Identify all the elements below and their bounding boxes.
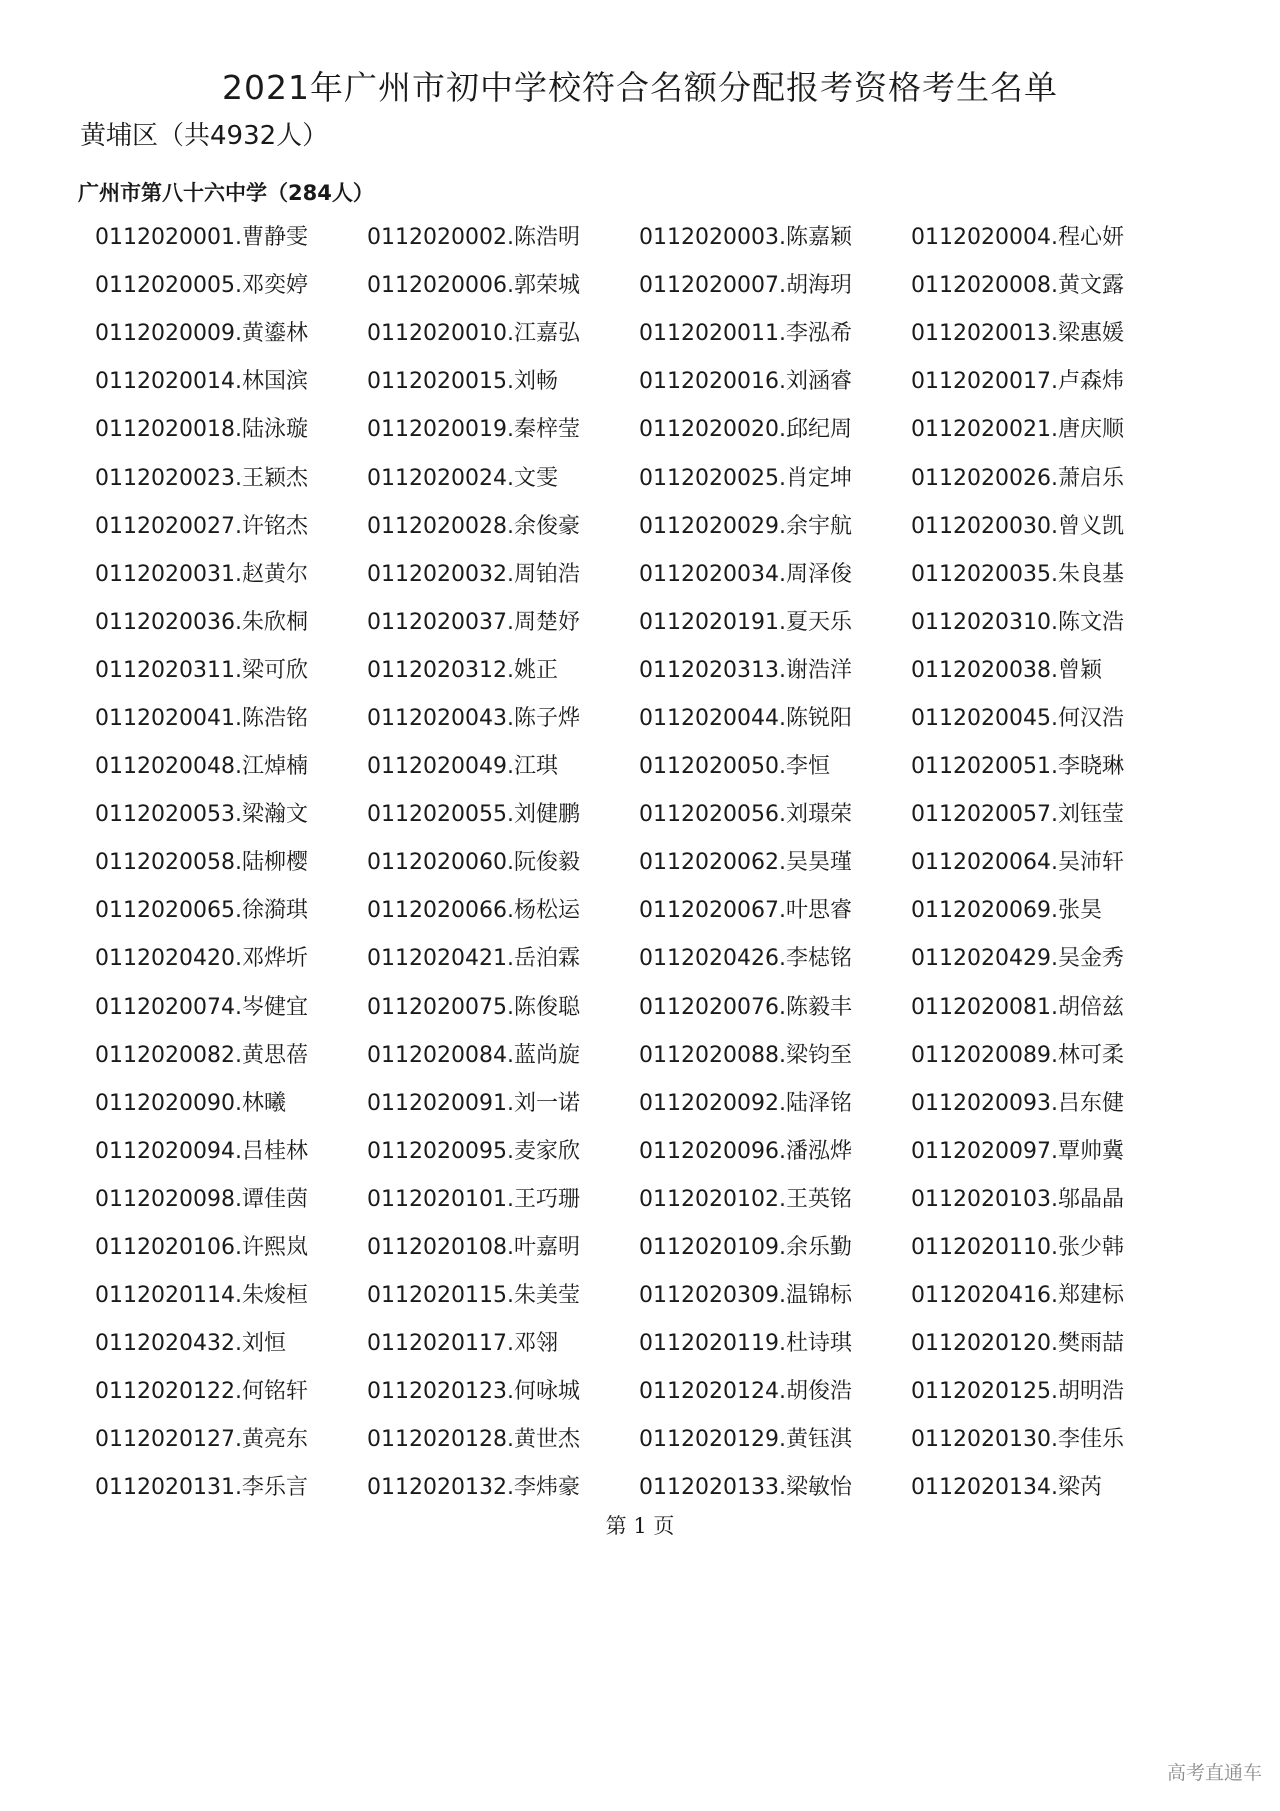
student-entry: 0112020064.吴沛轩: [911, 850, 1124, 876]
student-entry: 0112020002.陈浩明: [367, 225, 580, 251]
student-entry: 0112020429.吴金秀: [911, 946, 1124, 972]
student-entry: 0112020082.黄思蓓: [95, 1042, 308, 1068]
student-entry: 0112020134.梁芮: [911, 1475, 1102, 1501]
student-entry: 0112020310.陈文浩: [911, 609, 1124, 635]
student-entry: 0112020088.梁钧至: [639, 1042, 852, 1068]
student-entry: 0112020076.陈毅丰: [639, 994, 852, 1020]
student-entry: 0112020037.周楚妤: [367, 609, 580, 635]
student-entry: 0112020024.文雯: [367, 465, 558, 491]
student-entry: 0112020074.岑健宜: [95, 994, 308, 1020]
student-entry: 0112020050.李恒: [639, 754, 830, 780]
student-entry: 0112020103.邬晶晶: [911, 1186, 1124, 1212]
student-entry: 0112020014.林国滨: [95, 369, 308, 395]
student-entry: 0112020420.邓烨圻: [95, 946, 308, 972]
student-entry: 0112020066.杨松运: [367, 898, 580, 924]
student-entry: 0112020122.何铭轩: [95, 1379, 308, 1405]
student-entry: 0112020120.樊雨喆: [911, 1331, 1124, 1357]
student-entry: 0112020018.陆泳璇: [95, 417, 308, 443]
student-entry: 0112020095.麦家欣: [367, 1138, 580, 1164]
student-entry: 0112020006.郭荣城: [367, 273, 580, 299]
student-entry: 0112020311.梁可欣: [95, 657, 308, 683]
student-entry: 0112020055.刘健鹏: [367, 802, 580, 828]
student-entry: 0112020128.黄世杰: [367, 1427, 580, 1453]
student-entry: 0112020058.陆柳樱: [95, 850, 308, 876]
student-entry: 0112020432.刘恒: [95, 1331, 286, 1357]
student-entry: 0112020056.刘璟荣: [639, 802, 852, 828]
student-entry: 0112020132.李炜豪: [367, 1475, 580, 1501]
student-entry: 0112020075.陈俊聪: [367, 994, 580, 1020]
student-entry: 0112020001.曹静雯: [95, 225, 308, 251]
student-entry: 0112020034.周泽俊: [639, 561, 852, 587]
student-entry: 0112020084.蓝尚旋: [367, 1042, 580, 1068]
student-entry: 0112020129.黄钰淇: [639, 1427, 852, 1453]
student-entry: 0112020019.秦梓莹: [367, 417, 580, 443]
student-entry: 0112020008.黄文露: [911, 273, 1124, 299]
student-entry: 0112020131.李乐言: [95, 1475, 308, 1501]
student-entry: 0112020309.温锦标: [639, 1283, 852, 1309]
school-heading: 广州市第八十六中学（284人）: [78, 181, 374, 205]
student-entry: 0112020108.叶嘉明: [367, 1235, 580, 1261]
student-entry: 0112020096.潘泓烨: [639, 1138, 852, 1164]
student-entry: 0112020130.李佳乐: [911, 1427, 1124, 1453]
student-entry: 0112020416.郑建标: [911, 1283, 1124, 1309]
student-entry: 0112020119.杜诗琪: [639, 1331, 852, 1357]
student-entry: 0112020062.吴昊瑾: [639, 850, 852, 876]
student-entry: 0112020038.曾颖: [911, 657, 1102, 683]
student-entry: 0112020004.程心妍: [911, 225, 1124, 251]
student-entry: 0112020016.刘涵睿: [639, 369, 852, 395]
student-entry: 0112020013.梁惠媛: [911, 321, 1124, 347]
student-entry: 0112020026.萧启乐: [911, 465, 1124, 491]
student-entry: 0112020093.吕东健: [911, 1090, 1124, 1116]
student-entry: 0112020069.张昊: [911, 898, 1102, 924]
student-entry: 0112020005.邓奕婷: [95, 273, 308, 299]
student-entry: 0112020115.朱美莹: [367, 1283, 580, 1309]
student-entry: 0112020049.江琪: [367, 754, 558, 780]
student-entry: 0112020031.赵黄尔: [95, 561, 308, 587]
student-entry: 0112020133.梁敏怡: [639, 1475, 852, 1501]
student-entry: 0112020011.李泓希: [639, 321, 852, 347]
student-entry: 0112020097.覃帅冀: [911, 1138, 1124, 1164]
student-entry: 0112020048.江焯楠: [95, 754, 308, 780]
student-entry: 0112020030.曾义凯: [911, 513, 1124, 539]
student-entry: 0112020041.陈浩铭: [95, 705, 308, 731]
student-entry: 0112020191.夏天乐: [639, 609, 852, 635]
student-entry: 0112020032.周铂浩: [367, 561, 580, 587]
district-heading: 黄埔区（共4932人）: [80, 121, 329, 151]
student-entry: 0112020110.张少韩: [911, 1235, 1124, 1261]
student-entry: 0112020009.黄鎏林: [95, 321, 308, 347]
student-entry: 0112020089.林可柔: [911, 1042, 1124, 1068]
student-entry: 0112020015.刘畅: [367, 369, 558, 395]
student-entry: 0112020028.余俊豪: [367, 513, 580, 539]
student-entry: 0112020044.陈锐阳: [639, 705, 852, 731]
student-entry: 0112020021.唐庆顺: [911, 417, 1124, 443]
student-entry: 0112020094.吕桂林: [95, 1138, 308, 1164]
student-entry: 0112020029.余宇航: [639, 513, 852, 539]
student-entry: 0112020127.黄亮东: [95, 1427, 308, 1453]
student-entry: 0112020025.肖定坤: [639, 465, 852, 491]
student-entry: 0112020125.胡明浩: [911, 1379, 1124, 1405]
student-entry: 0112020124.胡俊浩: [639, 1379, 852, 1405]
student-entry: 0112020109.余乐勤: [639, 1235, 852, 1261]
student-entry: 0112020003.陈嘉颖: [639, 225, 852, 251]
student-entry: 0112020027.许铭杰: [95, 513, 308, 539]
student-entry: 0112020017.卢森炜: [911, 369, 1124, 395]
student-entry: 0112020123.何咏城: [367, 1379, 580, 1405]
student-entry: 0112020101.王巧珊: [367, 1186, 580, 1212]
student-entry: 0112020090.林曦: [95, 1090, 286, 1116]
student-entry: 0112020098.谭佳茵: [95, 1186, 308, 1212]
student-entry: 0112020020.邱纪周: [639, 417, 852, 443]
student-entry: 0112020051.李晓琳: [911, 754, 1124, 780]
student-entry: 0112020081.胡倍兹: [911, 994, 1124, 1020]
student-entry: 0112020036.朱欣桐: [95, 609, 308, 635]
student-entry: 0112020060.阮俊毅: [367, 850, 580, 876]
student-entry: 0112020035.朱良基: [911, 561, 1124, 587]
student-entry: 0112020023.王颖杰: [95, 465, 308, 491]
student-entry: 0112020092.陆泽铭: [639, 1090, 852, 1116]
student-entry: 0112020045.何汉浩: [911, 705, 1124, 731]
student-entry: 0112020114.朱焌桓: [95, 1283, 308, 1309]
student-entry: 0112020010.江嘉弘: [367, 321, 580, 347]
student-entry: 0112020426.李梽铭: [639, 946, 852, 972]
page-number: 第 1 页: [605, 1514, 675, 1538]
student-entry: 0112020067.叶思睿: [639, 898, 852, 924]
student-name-list: [95, 214, 1195, 1513]
student-entry: 0112020117.邓翎: [367, 1331, 558, 1357]
student-entry: 0112020102.王英铭: [639, 1186, 852, 1212]
student-entry: 0112020106.许熙岚: [95, 1235, 308, 1261]
student-entry: 0112020421.岳泊霖: [367, 946, 580, 972]
student-entry: 0112020312.姚正: [367, 657, 558, 683]
page-title: 2021年广州市初中学校符合名额分配报考资格考生名单: [222, 68, 1058, 107]
student-entry: 0112020043.陈子烨: [367, 705, 580, 731]
student-entry: 0112020053.梁瀚文: [95, 802, 308, 828]
watermark-text: 高考直通车: [1166, 1762, 1262, 1784]
student-entry: 0112020313.谢浩洋: [639, 657, 852, 683]
student-entry: 0112020007.胡海玥: [639, 273, 852, 299]
student-entry: 0112020065.徐漪琪: [95, 898, 308, 924]
student-entry: 0112020091.刘一诺: [367, 1090, 580, 1116]
student-entry: 0112020057.刘钰莹: [911, 802, 1124, 828]
